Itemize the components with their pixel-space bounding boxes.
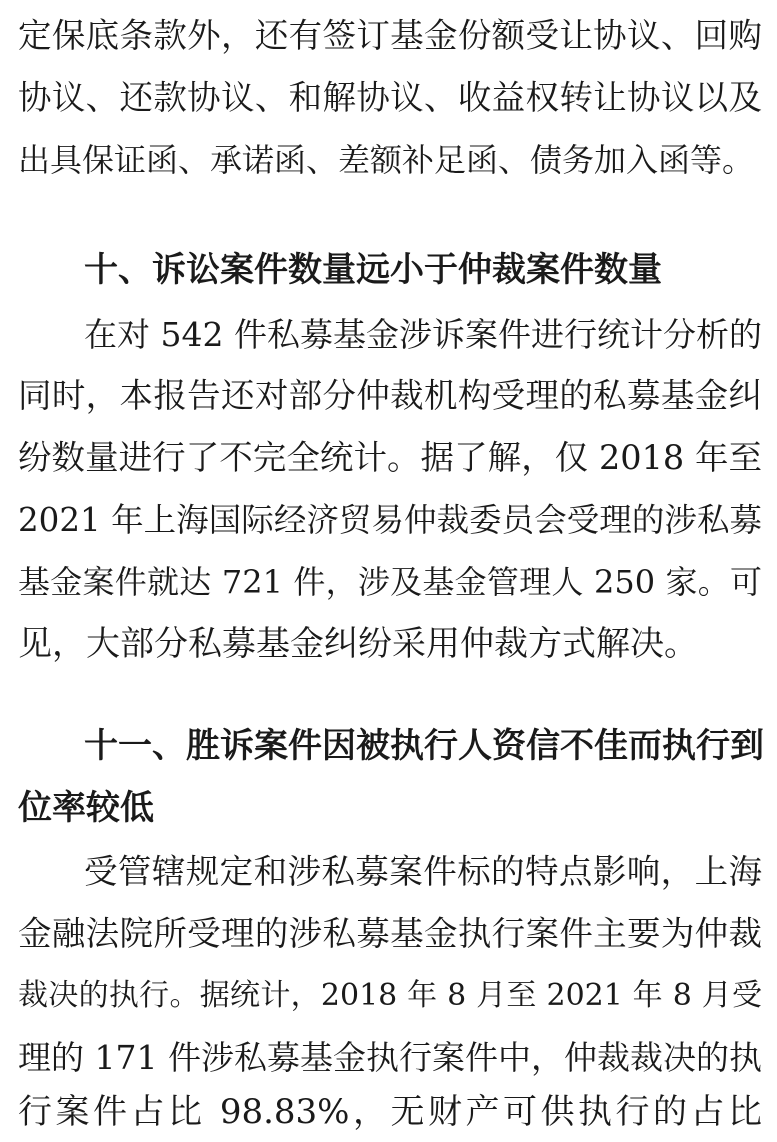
section-heading: 十一、胜诉案件因被执行人资信不佳而执行到 bbox=[84, 726, 764, 766]
paragraph-line: 同时，本报告还对部分仲裁机构受理的私募基金纠 bbox=[18, 376, 762, 415]
paragraph-line: 2021 年上海国际经济贸易仲裁委员会受理的涉私募 bbox=[18, 501, 762, 539]
paragraph-line: 定保底条款外，还有签订基金份额受让协议、回购 bbox=[18, 16, 762, 55]
paragraph-line: 基金案件就达 721 件，涉及基金管理人 250 家。可 bbox=[18, 563, 762, 601]
paragraph-line: 裁决的执行。据统计，2018 年 8 月至 2021 年 8 月受 bbox=[18, 978, 762, 1013]
paragraph-line: 行案件占比 98.83%，无财产可供执行的占比 bbox=[18, 1092, 762, 1132]
paragraph-line: 理的 171 件涉私募基金执行案件中，仲裁裁决的执 bbox=[18, 1038, 762, 1077]
paragraph-line: 见，大部分私募基金纠纷采用仲裁方式解决。 bbox=[18, 624, 698, 664]
section-heading: 十、诉讼案件数量远小于仲裁案件数量 bbox=[84, 250, 662, 290]
paragraph-line: 协议、还款协议、和解协议、收益权转让协议以及 bbox=[18, 78, 762, 117]
paragraph-line: 出具保证函、承诺函、差额补足函、债务加入函等。 bbox=[18, 141, 755, 179]
section-heading-continued: 位率较低 bbox=[18, 788, 154, 828]
paragraph-line: 纷数量进行了不完全统计。据了解，仅 2018 年至 bbox=[18, 438, 762, 477]
paragraph-line: 受管辖规定和涉私募案件标的特点影响，上海 bbox=[84, 852, 762, 891]
paragraph-line: 在对 542 件私募基金涉诉案件进行统计分析的 bbox=[84, 315, 762, 354]
paragraph-line: 金融法院所受理的涉私募基金执行案件主要为仲裁 bbox=[18, 914, 762, 953]
